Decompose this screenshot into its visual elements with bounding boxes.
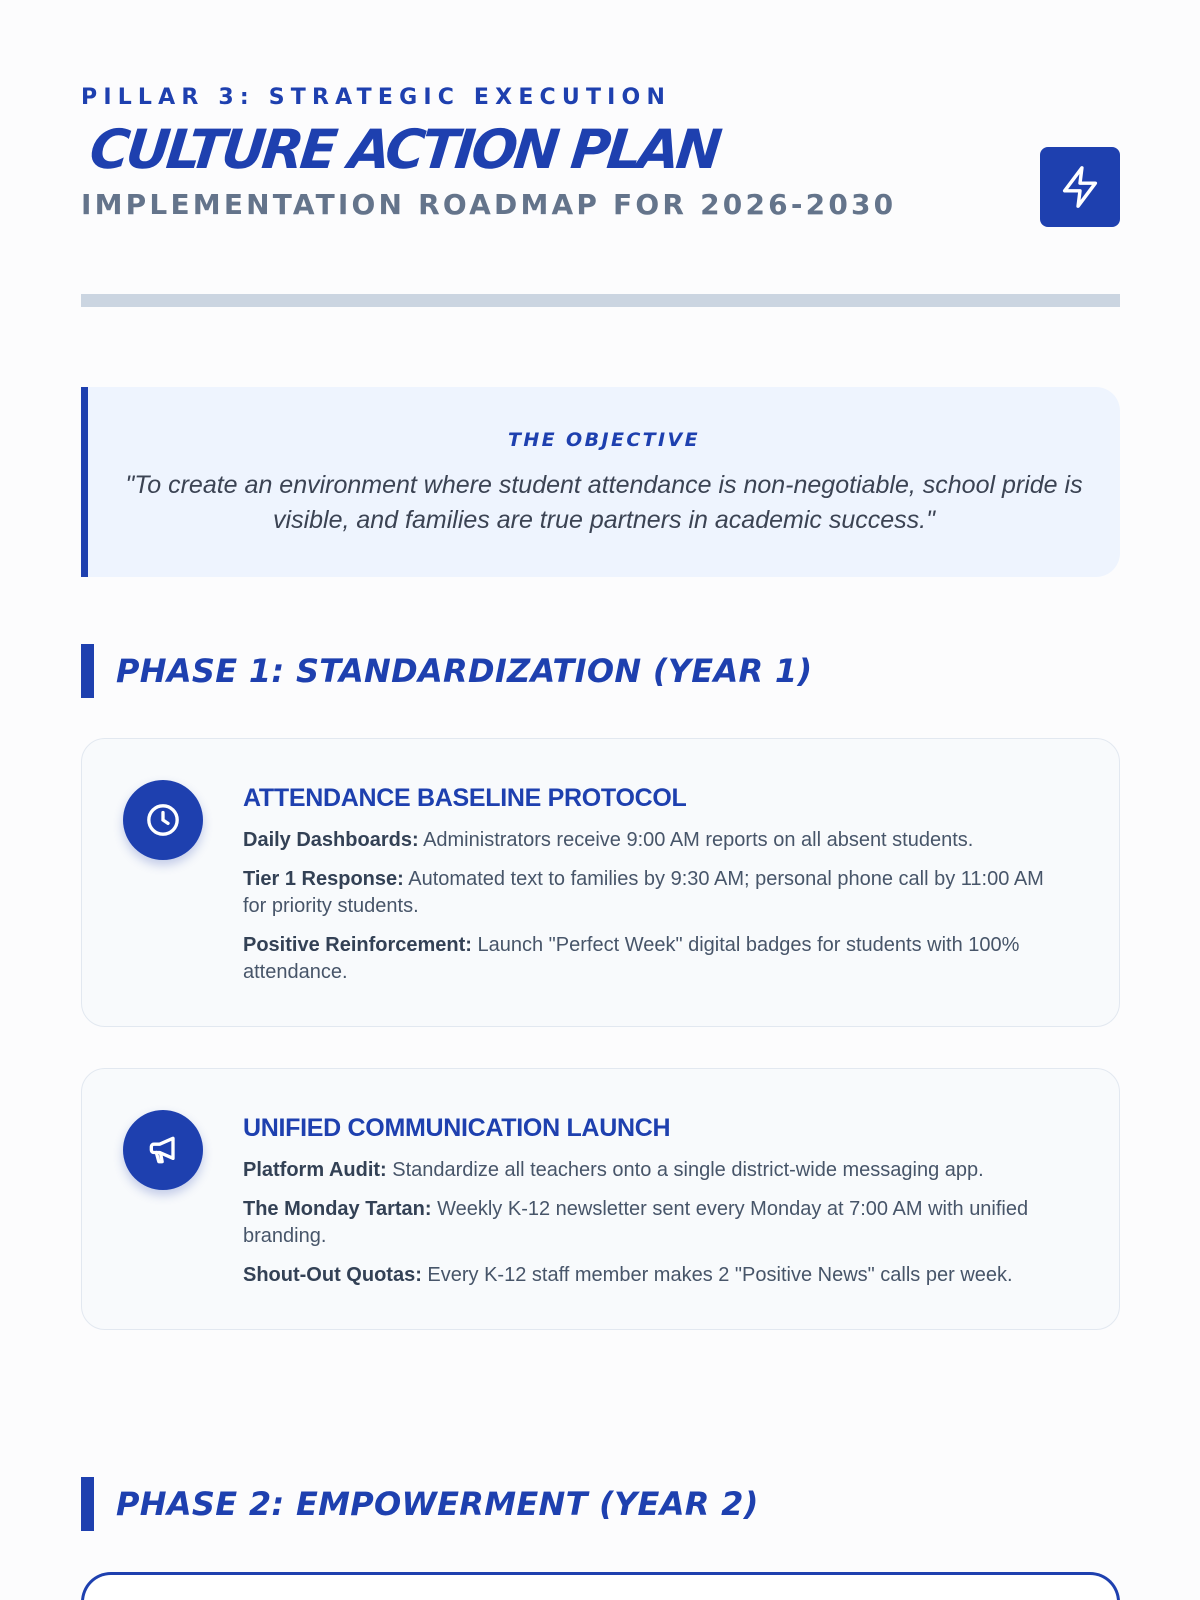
attendance-protocol-card bbox=[81, 738, 1120, 1027]
communication-launch-card bbox=[81, 1068, 1120, 1330]
list-item bbox=[243, 827, 1069, 854]
page-subtitle: IMPLEMENTATION ROADMAP FOR 2026-2030 bbox=[81, 188, 897, 221]
item-text: Automated text to families by 9:30 AM; personal phone call by 11:00 AM for priority students. bbox=[243, 868, 1044, 917]
phase-2-card bbox=[81, 1572, 1120, 1600]
item-term: Platform Audit: bbox=[243, 1159, 387, 1181]
item-text: Weekly K-12 newsletter sent every Monday at 7:00 AM with unified branding. bbox=[243, 1198, 1029, 1247]
card-item-list bbox=[243, 1157, 1069, 1289]
item-term: The Monday Tartan: bbox=[243, 1198, 432, 1220]
lightning-bolt-icon bbox=[1040, 147, 1120, 227]
item-text: Standardize all teachers onto a single district-wide messaging app. bbox=[386, 1159, 984, 1181]
item-text: Launch "Perfect Week" digital badges for students with 100% attendance. bbox=[243, 934, 1020, 983]
phase-accent-bar bbox=[81, 1477, 94, 1531]
list-item bbox=[243, 932, 1069, 986]
card-item-list bbox=[243, 827, 1069, 986]
clock-icon bbox=[123, 780, 203, 860]
page-title: CULTURE ACTION PLAN bbox=[86, 118, 722, 181]
phase-1-heading bbox=[81, 644, 1120, 698]
item-text: Every K-12 staff member makes 2 "Positive News" calls per week. bbox=[421, 1264, 1013, 1286]
phase-1-title: PHASE 1: STANDARDIZATION (YEAR 1) bbox=[116, 652, 813, 690]
header-divider bbox=[81, 294, 1120, 307]
phase-2-title: PHASE 2: EMPOWERMENT (YEAR 2) bbox=[116, 1485, 759, 1523]
list-item bbox=[243, 1157, 1069, 1184]
page-header bbox=[81, 0, 1120, 222]
item-term: Tier 1 Response: bbox=[243, 868, 404, 890]
item-text: Administrators receive 9:00 AM reports on all absent students. bbox=[418, 829, 974, 851]
item-term: Daily Dashboards: bbox=[243, 829, 419, 851]
objective-callout bbox=[81, 387, 1120, 577]
item-term: Positive Reinforcement: bbox=[243, 934, 472, 956]
card-title: UNIFIED COMMUNICATION LAUNCH bbox=[243, 1114, 671, 1142]
list-item bbox=[243, 866, 1069, 920]
phase-accent-bar bbox=[81, 644, 94, 698]
megaphone-icon bbox=[123, 1110, 203, 1190]
list-item bbox=[243, 1196, 1069, 1250]
item-term: Shout-Out Quotas: bbox=[243, 1264, 422, 1286]
pillar-eyebrow: PILLAR 3: STRATEGIC EXECUTION bbox=[81, 85, 672, 110]
list-item bbox=[243, 1262, 1069, 1289]
phase-2-heading bbox=[81, 1477, 1120, 1531]
card-title: ATTENDANCE BASELINE PROTOCOL bbox=[243, 784, 687, 812]
objective-label: THE OBJECTIVE bbox=[508, 429, 700, 451]
objective-quote: "To create an environment where student attendance is non-negotiable, school pride is visible, and families are true partners in academic success." bbox=[125, 471, 1083, 534]
